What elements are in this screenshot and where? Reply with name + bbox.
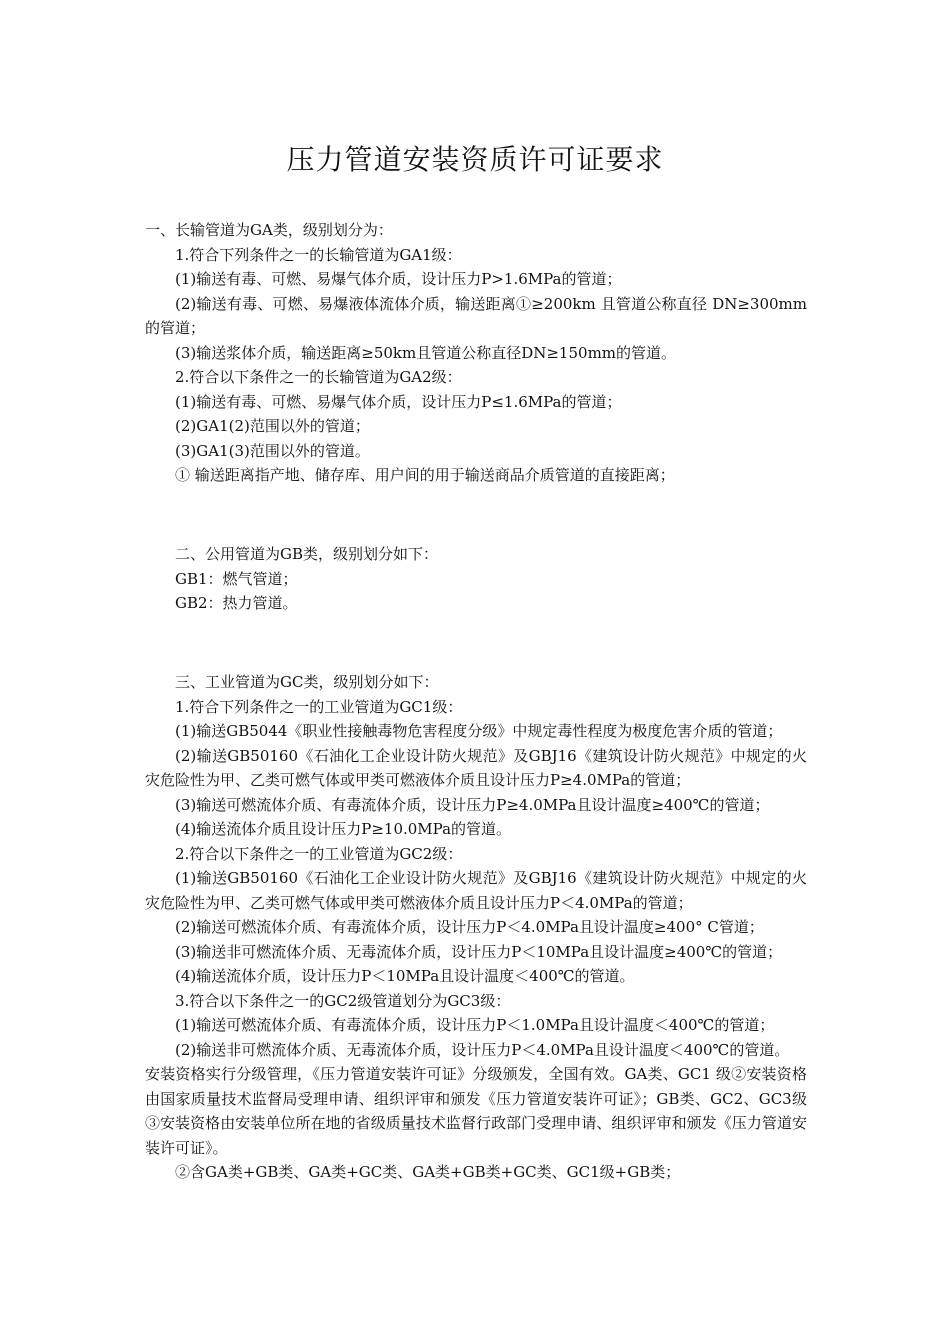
paragraph: 2.符合以下条件之一的长输管道为GA2级： xyxy=(175,368,462,386)
paragraph-spacer xyxy=(145,631,807,656)
paragraph: 3.符合以下条件之一的GC2级管道划分为GC3级： xyxy=(175,991,511,1010)
paragraph: GB1：燃气管道； xyxy=(175,569,298,588)
paragraph: 三、工业管道为GC类，级别划分如下： xyxy=(175,673,439,691)
paragraph: (3)输送可燃流体介质、有毒流体介质，设计压力P≥4.0MPa且设计温度≥400℃的管道； xyxy=(175,795,770,814)
paragraph: ① 输送距离指产地、储存库、用户间的用于输送商品介质管道的直接距离； xyxy=(175,466,675,484)
paragraph: 2.符合以下条件之一的工业管道为GC2级： xyxy=(175,844,463,863)
paragraph: (2)输送GB50160《石油化工企业设计防火规范》及GBJ16《建筑设计防火规范》中规定的火灾危险性为甲、乙类可燃气体或甲类可燃液体介质且设计压力P≥4.0MPa的管道； xyxy=(145,746,807,789)
paragraph: (1)输送GB50160《石油化工企业设计防火规范》及GBJ16《建筑设计防火规范》中规定的火灾危险性为甲、乙类可燃气体或甲类可燃液体介质且设计压力P＜4.0MPa的管道； xyxy=(145,869,807,912)
paragraph: (2)输送有毒、可燃、易爆液体流体介质，输送距离①≥200km 且管道公称直径 DN≥300mm的管道； xyxy=(145,294,807,337)
paragraph: 二、公用管道为GB类，级别划分如下： xyxy=(175,545,439,563)
paragraph: (4)输送流体介质，设计压力P＜10MPa且设计温度＜400℃的管道。 xyxy=(175,967,635,985)
paragraph: (3)GA1(3)范围以外的管道。 xyxy=(175,441,370,460)
paragraph: (2)GA1(2)范围以外的管道； xyxy=(175,417,370,435)
document-body xyxy=(145,218,807,1185)
paragraph: 安装资格实行分级管理，《压力管道安装许可证》分级颁发，全国有效。GA类、GC1 级②安装资格由国家质量技术监督局受理申请、组织评审和颁发《压力管道安装许可证》；GB类、GC2、GC3级③安装资格由安装单位所在地的省级质量技术监督行政部门受理申请、组织评审和颁发《压力管道安装许可证》。 xyxy=(145,1065,807,1157)
page-title: 压力管道安装资质许可证要求 xyxy=(286,143,664,176)
paragraph: (1)输送GB5044《职业性接触毒物危害程度分级》中规定毒性程度为极度危害介质的管道； xyxy=(175,722,783,740)
paragraph: (3)输送非可燃流体介质、无毒流体介质，设计压力P＜10MPa且设计温度≥400℃的管道； xyxy=(175,942,783,961)
paragraph: (4)输送流体介质且设计压力P≥10.0MPa的管道。 xyxy=(175,820,512,838)
paragraph: (2)输送可燃流体介质、有毒流体介质，设计压力P＜4.0MPa且设计温度≥400° C管道； xyxy=(175,918,764,936)
paragraph: (1)输送可燃流体介质、有毒流体介质，设计压力P＜1.0MPa且设计温度＜400℃的管道； xyxy=(175,1016,775,1034)
paragraph: (1)输送有毒、可燃、易爆气体介质，设计压力P>1.6MPa的管道； xyxy=(175,270,622,288)
paragraph: (3)输送浆体介质，输送距离≥50km且管道公称直径DN≥150mm的管道。 xyxy=(175,343,677,362)
paragraph: (1)输送有毒、可燃、易爆气体介质，设计压力P≤1.6MPa的管道； xyxy=(175,392,622,411)
paragraph: 1.符合下列条件之一的长输管道为GA1级： xyxy=(175,245,462,264)
paragraph-spacer xyxy=(145,503,807,528)
paragraph: 一、长输管道为GA类，级别划分为： xyxy=(145,221,393,239)
paragraph: (2)输送非可燃流体介质、无毒流体介质，设计压力P＜4.0MPa且设计温度＜400℃的管道。 xyxy=(175,1040,790,1059)
paragraph: 1.符合下列条件之一的工业管道为GC1级： xyxy=(175,697,463,716)
paragraph: ②含GA类+GB类、GA类+GC类、GA类+GB类+GC类、GC1级+GB类； xyxy=(175,1163,681,1181)
paragraph: GB2：热力管道。 xyxy=(175,594,298,612)
